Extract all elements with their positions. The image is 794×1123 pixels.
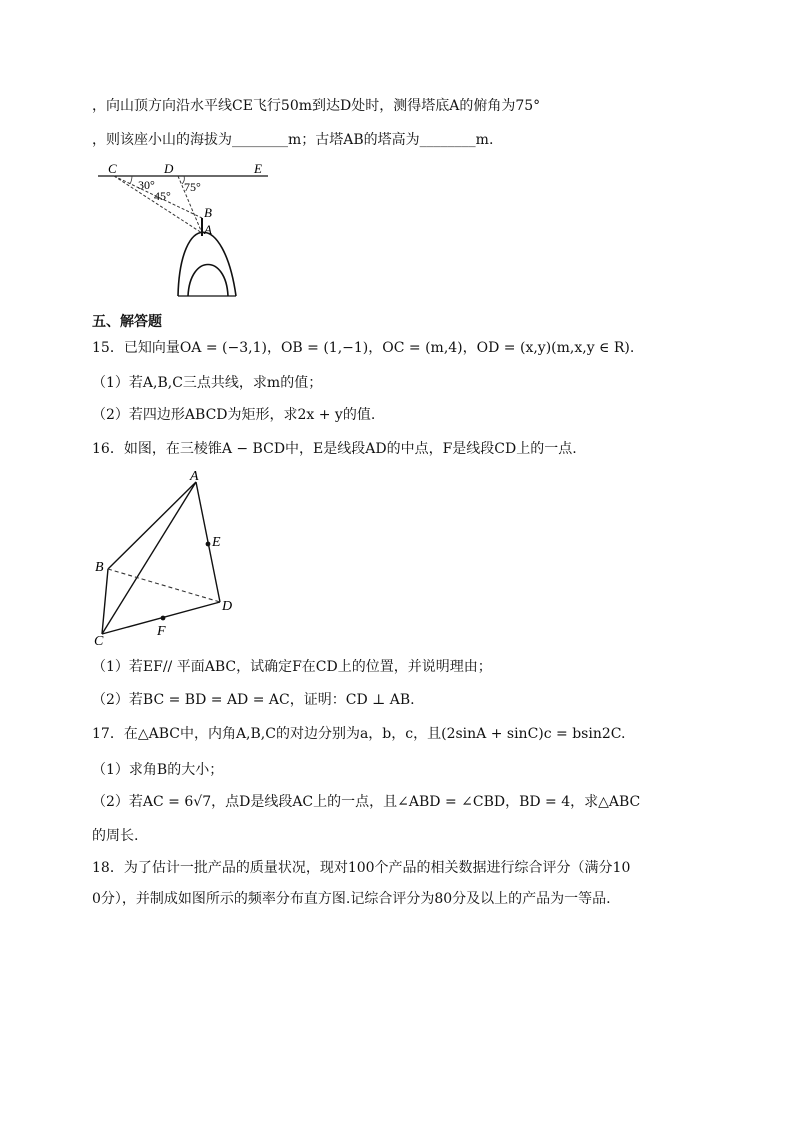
label-point-f: F <box>157 624 166 639</box>
q18-line2: 0分），并制成如图所示的频率分布直方图.记综合评分为80分及以上的产品为一等品. <box>92 891 611 907</box>
label-point-c: C <box>108 161 117 176</box>
q16-part2: （2）若BC = BD = AD = AC，证明：CD ⊥ AB. <box>92 692 415 708</box>
q16-stem: 16．如图，在三棱锥A − BCD中，E是线段AD的中点，F是线段CD上的一点. <box>92 441 577 457</box>
label-point-e: E <box>254 161 262 176</box>
label-point-c: C <box>94 634 104 648</box>
q15-part1: （1）若A,B,C三点共线，求m的值； <box>92 375 323 391</box>
angle-arc-30 <box>130 176 132 184</box>
label-point-d: D <box>222 599 233 614</box>
q14-line1: ，向山顶方向沿水平线CE飞行50m到达D处时，测得塔底A的俯角为75° <box>92 98 541 114</box>
label-angle-75: 75° <box>184 180 201 194</box>
label-point-e: E <box>212 535 221 550</box>
q16-part1: （1）若EF// 平面ABC，试确定F在CD上的位置，并说明理由； <box>92 659 492 675</box>
point-e-dot <box>206 542 211 547</box>
edge-bc <box>102 569 108 634</box>
q17-part2-continuation: 的周长. <box>92 828 139 844</box>
edge-ac <box>102 482 196 634</box>
q17-stem: 17．在△ABC中，内角A,B,C的对边分别为a，b，c，且(2sinA + sinC)c = bsin2C. <box>92 726 626 742</box>
q18-line1: 18．为了估计一批产品的质量状况，现对100个产品的相关数据进行综合评分（满分10 <box>92 860 631 876</box>
label-point-a: A <box>204 222 212 237</box>
q17-part1: （1）求角B的大小； <box>92 762 224 778</box>
label-point-b: B <box>204 205 212 220</box>
mountain-inner <box>188 265 228 297</box>
edge-ab <box>108 482 196 569</box>
label-point-a: A <box>190 469 199 484</box>
label-angle-30: 30° <box>138 178 155 192</box>
label-point-b: B <box>95 560 104 575</box>
q17-part2: （2）若AC = 6√7，点D是线段AC上的一点，且∠ABD = ∠CBD，BD = 4，求△ABC <box>92 794 641 810</box>
q15-part2: （2）若四边形ABCD为矩形，求2x + y的值. <box>92 407 376 423</box>
triangular-pyramid-figure <box>92 468 252 648</box>
section-heading: 五、解答题 <box>92 314 162 330</box>
point-f-dot <box>161 616 166 621</box>
label-point-d: D <box>164 161 174 176</box>
mountain-tower-figure <box>92 156 282 301</box>
q15-stem: 15．已知向量OA = (−3,1)，OB = (1,−1)，OC = (m,4)，OD = (x,y)(m,x,y ∈ R). <box>92 340 635 356</box>
q14-line2: ，则该座小山的海拔为________m；古塔AB的塔高为________m. <box>92 132 494 148</box>
label-angle-45: 45° <box>154 189 171 203</box>
